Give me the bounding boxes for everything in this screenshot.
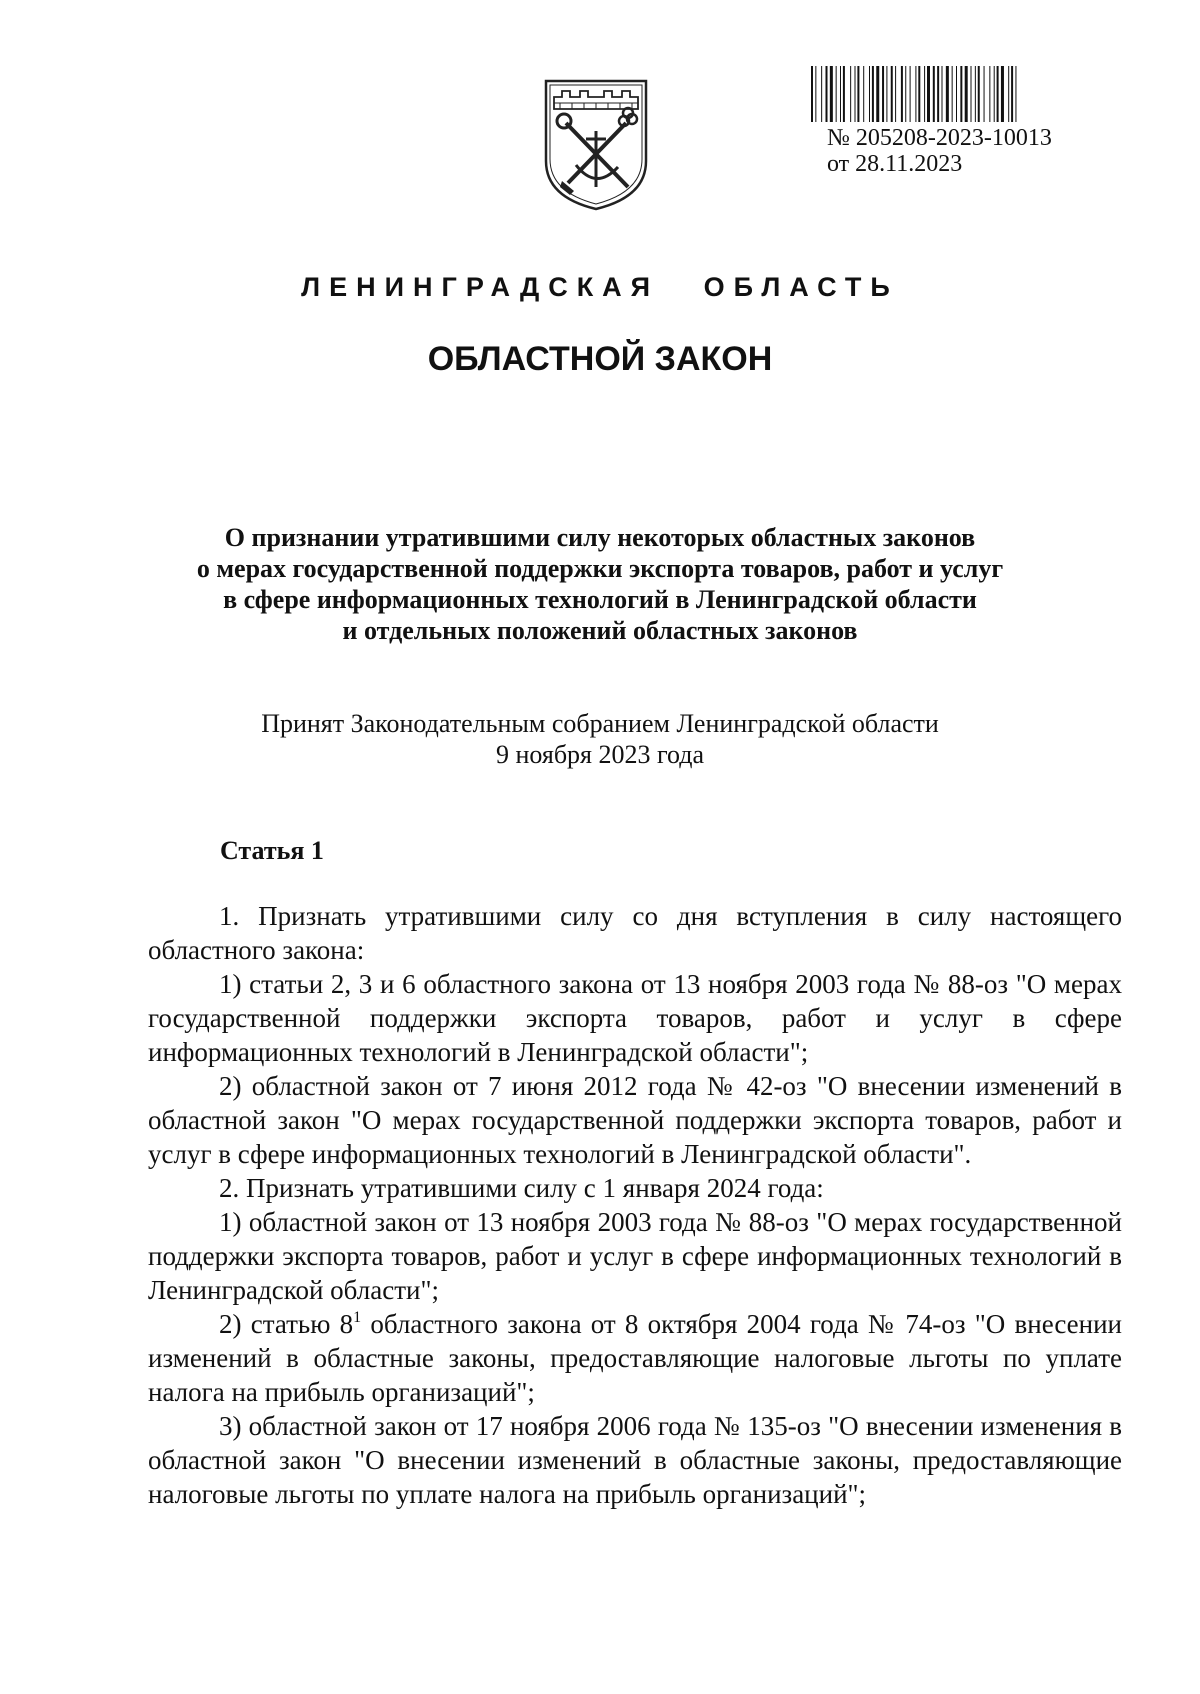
paragraph-text: областного закона от 8 октября 2004 года № 74-оз "О внесении изменений в областные законы, предоставляющие налоговые льготы по уплате налога на прибыль организаций"; <box>148 1309 1122 1407</box>
law-title-line: О признании утратившими силу некоторых областных законов <box>224 523 976 552</box>
barcode <box>811 66 1071 122</box>
adoption-note <box>120 708 1080 770</box>
registration-number: № 205208-2023-10013 <box>827 125 1052 151</box>
paragraph: 1) статьи 2, 3 и 6 областного закона от 13 ноября 2003 года № 88-оз "О мерах государственной поддержки экспорта товаров, работ и услуг в сфере информационных технологий в Ленинградской области"; <box>148 969 1122 1067</box>
paragraph: 1) областной закон от 13 ноября 2003 года № 88-оз "О мерах государственной поддержки экспорта товаров, работ и услуг в сфере информационных технологий в Ленинградской области"; <box>148 1207 1122 1305</box>
registration-date: от 28.11.2023 <box>827 151 963 177</box>
paragraph <box>148 1307 1122 1409</box>
law-title <box>120 522 1080 646</box>
region-heading: ЛЕНИНГРАДСКАЯ ОБЛАСТЬ <box>301 272 899 302</box>
paragraph: 2) областной закон от 7 июня 2012 года № 42-оз "О внесении изменений в областной закон "О мерах государственной поддержки экспорта товаров, работ и услуг в сфере информационных технологий в Ленинградской области". <box>148 1071 1122 1169</box>
law-type-heading: ОБЛАСТНОЙ ЗАКОН <box>427 340 773 378</box>
adoption-date: 9 ноября 2023 года <box>495 740 705 769</box>
law-title-line: и отдельных положений областных законов <box>342 616 858 645</box>
superscript: 1 <box>353 1309 362 1326</box>
adoption-line: Принят Законодательным собранием Ленинградской области <box>261 709 939 738</box>
paragraph: 2. Признать утратившими силу с 1 января 2024 года: <box>219 1173 824 1203</box>
paragraph: 3) областной закон от 17 ноября 2006 года № 135-оз "О внесении изменения в областной закон "О внесении изменений в областные законы, предоставляющие налоговые льготы по уплате налога на прибыль организаций"; <box>148 1411 1122 1509</box>
law-title-line: о мерах государственной поддержки экспорта товаров, работ и услуг <box>196 554 1004 583</box>
article-body <box>148 899 1122 1511</box>
coat-of-arms-emblem <box>540 75 652 213</box>
article-heading: Статья 1 <box>220 836 324 865</box>
law-title-line: в сфере информационных технологий в Ленинградской области <box>223 585 977 614</box>
paragraph-text: 2) статью 8 <box>219 1309 354 1339</box>
paragraph: 1. Признать утратившими силу со дня вступления в силу настоящего областного закона: <box>148 901 1122 965</box>
